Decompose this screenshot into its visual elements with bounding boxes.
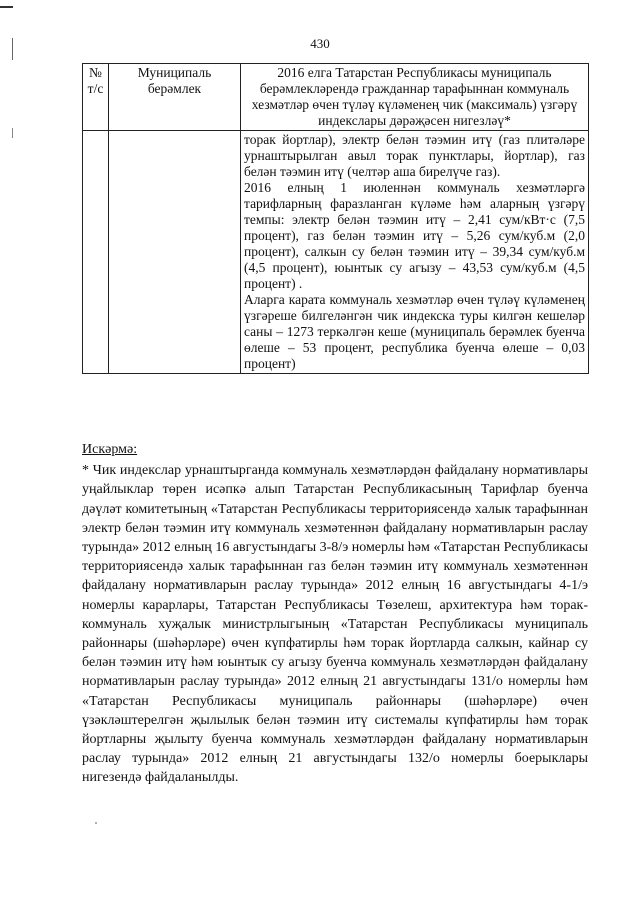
indices-table xyxy=(82,63,589,374)
scan-edge-mark xyxy=(0,6,13,8)
header-municipality: Муниципаль берәмлек xyxy=(109,64,241,131)
table-row xyxy=(83,131,589,374)
footnote-text: * Чик индекслар урнаштырганда коммуналь хезмәтләрдән файдалану нормативлары уңайлыклар төрен исәпкә алып Татарстан Республикасының Тарифлар буенча дәүләт комитетының «Татарстан Республикасы территориясендә халык тарафыннан электр белән тәэмин итү коммуналь хезмәтеннән файдалану нормативларын раслау турында» 2012 елның 16 августындагы 3-8/э номерлы һәм «Татарстан Республикасы территориясендә халык тарафыннан газ белән тәэмин итү коммуналь хезмәтеннән файдалану нормативларын раслау турында» 2012 елның 16 августындагы 4-1/э номерлы карарлары, Татарстан Республикасы Төзелеш, архитектура һәм торак-коммуналь хуҗалык министрлыгының «Татарстан Республикасы муниципаль районнары (шәһәрләре) өчен күпфатирлы һәм торак йортларда салкын, кайнар су белән тәэмин итү һәм юынтык су агызу буенча коммуналь хезмәтләрдән файдалану нормативларын раслау турында» 2012 елның 21 августындагы 131/о номерлы һәм «Татарстан Республикасы муниципаль районнары (шәһәрләре) өчен үзәкләштерелгән җылылык белән тәэмин итү системалы күпфатирлы һәм торак йортларны җылыту буенча коммуналь хезмәтләрдән файдалану нормативларын раслау турында» 2012 елның 21 августындагы 132/о номерлы боерыклары нигезендә файдаланылды. xyxy=(82,463,588,786)
justification-paragraph: торак йортлар), электр белән тәэмин итү (газ плитәләре урнаштырылган авыл торак пунктлары, йортлар), газ белән тәэмин итү (челтәр аша бирелүче газ). xyxy=(244,132,585,179)
row-number-cell xyxy=(83,131,109,374)
header-number: № т/с xyxy=(83,64,109,131)
justification-paragraph: 2016 елның 1 июленнән коммуналь хезмәтләргә тарифларның фаразланган күләме һәм аларның үзгәрү темпы: электр белән тәэмин итү – 2,41 сум/кВт·с (7,5 процент), газ белән тәэмин итү – 5,26 сум/куб.м (2,0 процент), салкын су белән тәэмин итү – 39,34 сум/куб.м (4,5 процент), юынтык су агызу – 43,53 сум/куб.м (4,5 процент) . xyxy=(244,180,585,291)
footnote-title: Искәрмә: xyxy=(82,442,138,457)
row-justification-cell xyxy=(241,131,589,374)
justification-paragraph: Аларга карата коммуналь хезмәтләр өчен түләү күләменең үзгәреше билгеләнгән чик индекска туры килгән кешеләр саны – 1273 теркәлгән кеше (муниципаль берәмлек буенча өлеше – 53 процент, республика буенча өлеше – 0,03 процент) xyxy=(244,292,585,371)
header-justification: 2016 елга Татарстан Республикасы муниципаль берәмлекләрендә гражданнар тарафыннан коммуналь хезмәтләр өчен түләү күләменең чик (максималь) үзгәрү индекслары дәрәҗәсен нигезләү* xyxy=(241,64,589,131)
page-number: 430 xyxy=(310,36,330,51)
footnote-section xyxy=(82,440,588,788)
table-header-row xyxy=(83,64,589,131)
scan-speck xyxy=(95,822,97,824)
row-municipality-cell xyxy=(109,131,241,374)
scan-edge-mark xyxy=(12,128,13,138)
